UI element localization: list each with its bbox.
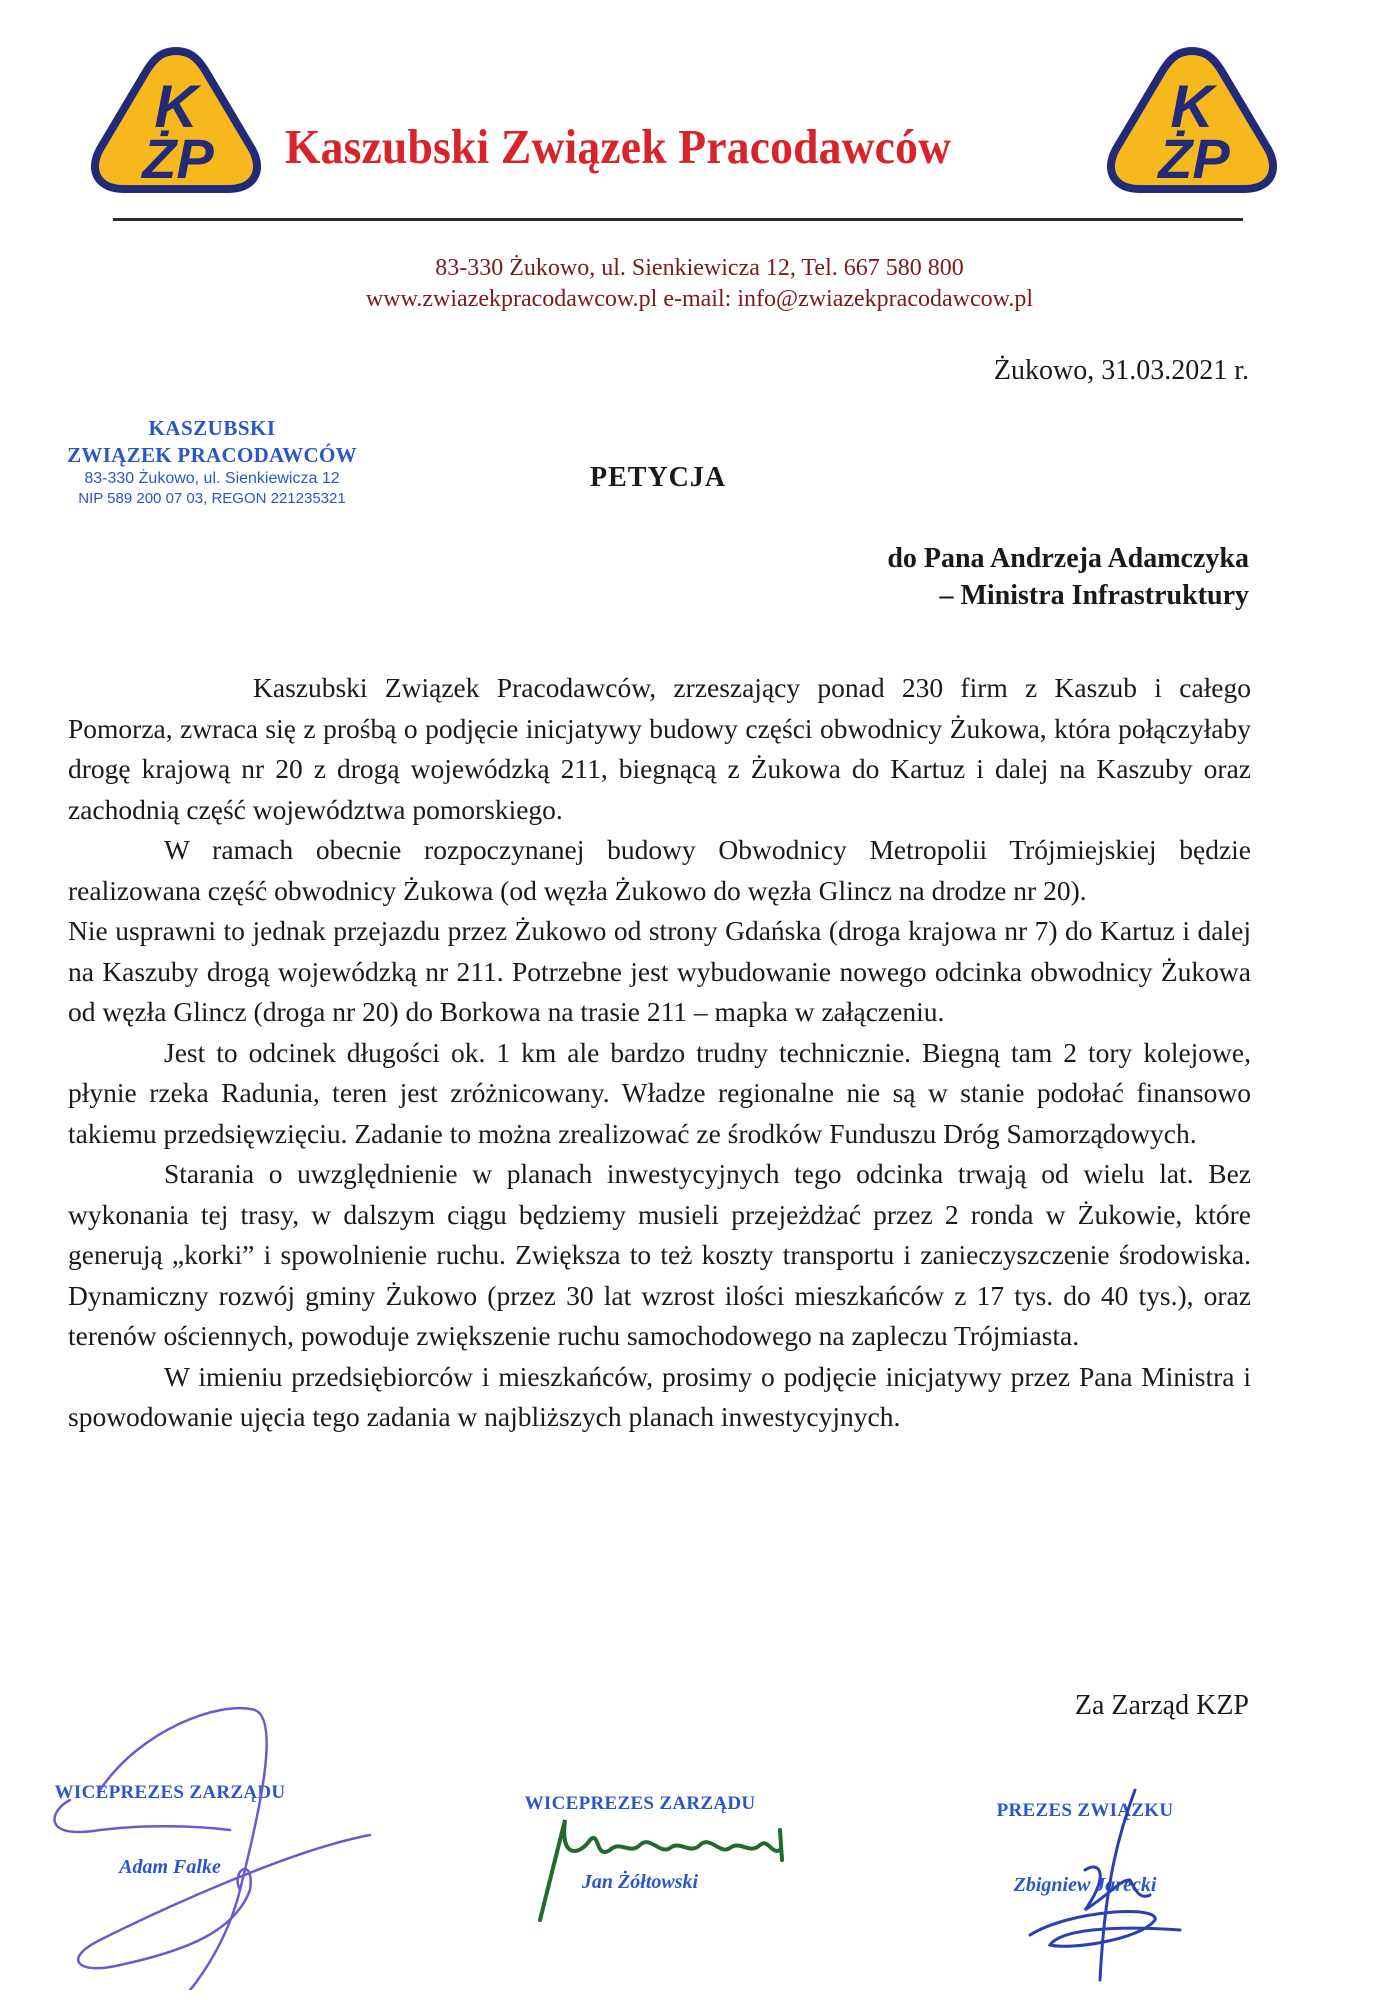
- contact-web-email: www.zwiazekpracodawcow.pl e-mail: info@zwiazekpracodawcow.pl: [365, 286, 1034, 312]
- body-paragraph: Nie usprawni to jednak przejazdu przez Żukowo od strony Gdańska (droga krajowa nr 7) do Kartuz i dalej na Kaszuby drogą wojewódzką nr 211. Potrzebne jest wybudowanie nowego odcinka obwodnicy Żukowa od węzła Glincz (droga nr 20) do Borkowa na trasie 211 – mapka w załączeniu.: [68, 915, 1251, 1027]
- contact-address: 83-330 Żukowo, ul. Sienkiewicza 12, Tel. 667 580 800: [435, 255, 964, 281]
- body-paragraph: Starania o uwzględnienie w planach inwestycyjnych tego odcinka trwają od wielu lat. Bez wykonania tej trasy, w dalszym ciągu będziemy musieli przejeżdżać przez 2 ronda w Żukowie, które generują „korki” i spowolnienie ruchu. Zwiększa to też koszty transportu i zanieczyszczenie środowiska. Dynamiczny rozwój gminy Żukowo (przez 30 lat wzrost ilości mieszkańców z 17 tys. do 40 tys.), oraz terenów ościennych, powoduje zwiększenie ruchu samochodowego na zapleczu Trójmiasta.: [68, 1158, 1251, 1351]
- organization-name: Kaszubski Związek Pracodawców: [285, 119, 952, 174]
- organization-stamp: [62, 415, 362, 508]
- signature-role: WICEPREZES ZARZĄDU: [54, 1782, 286, 1803]
- signature-role: WICEPREZES ZARZĄDU: [524, 1793, 756, 1814]
- letter-date: Żukowo, 31.03.2021 r.: [993, 355, 1249, 386]
- header-divider: [113, 218, 1243, 221]
- signature-name: Jan Żółtowski: [581, 1871, 699, 1893]
- stamp-line-4: NIP 589 200 07 03, REGON 221235321: [78, 490, 346, 507]
- logo-letters-zp: ŻP: [142, 127, 214, 190]
- recipient-line-1: do Pana Andrzeja Adamczyka: [887, 543, 1249, 574]
- letter-body: [68, 668, 1251, 1438]
- body-paragraph: Jest to odcinek długości ok. 1 km ale bardzo trudny technicznie. Biegną tam 2 tory kolejowe, płynie rzeka Radunia, teren jest zróżnicowany. Władze regionalne nie są w stanie podołać finansowo takiemu przedsięwzięciu. Zadanie to można zrealizować ze środków Funduszu Dróg Samorządowych.: [68, 1036, 1251, 1149]
- logo-letters-zp: ŻP: [1158, 127, 1230, 190]
- signature-name: Adam Falke: [119, 1856, 221, 1878]
- stamp-line-3: 83-330 Żukowo, ul. Sienkiewicza 12: [84, 470, 340, 487]
- signature-role: PREZES ZWIĄZKU: [996, 1800, 1174, 1821]
- logo-letter-k: K: [154, 73, 198, 140]
- recipient-line-2: – Ministra Infrastruktury: [939, 580, 1249, 611]
- signature-name: Zbigniew Jarecki: [1013, 1874, 1157, 1896]
- body-paragraph: W imieniu przedsiębiorców i mieszkańców, prosimy o podjęcie inicjatywy przez Pana Ministra i spowodowanie ujęcia tego zadania w najbliższych planach inwestycyjnych.: [68, 1360, 1251, 1432]
- kzp-logo-right: [1104, 45, 1280, 195]
- stamp-line-2: ZWIĄZEK PRACODAWCÓW: [67, 443, 357, 467]
- stamp-line-1: KASZUBSKI: [148, 416, 276, 440]
- signature-block-president: [975, 1800, 1195, 1897]
- recipient-block: [887, 540, 1249, 614]
- signature-block-vice-president-1: [40, 1782, 300, 1879]
- document-title: PETYCJA: [590, 462, 727, 493]
- signature-block-vice-president-2: [495, 1793, 785, 1894]
- body-paragraph: Kaszubski Związek Pracodawców, zrzeszający ponad 230 firm z Kaszub i całego Pomorza, zwraca się z prośbą o podjęcie inicjatywy budowy części obwodnicy Żukowa, która połączyłaby drogę krajową nr 20 z drogą wojewódzką 211, biegnącą z Żukowa do Kartuz i dalej na Kaszuby oraz zachodnią część województwa pomorskiego.: [68, 672, 1251, 825]
- logo-letter-k: K: [1170, 73, 1214, 140]
- body-paragraph: W ramach obecnie rozpoczynanej budowy Obwodnicy Metropolii Trójmiejskiej będzie realizowana część obwodnicy Żukowa (od węzła Żukowo do węzła Glincz na drodze nr 20).: [68, 834, 1251, 906]
- closing-line: Za Zarząd KZP: [1074, 1690, 1249, 1721]
- kzp-logo-left: [88, 45, 264, 195]
